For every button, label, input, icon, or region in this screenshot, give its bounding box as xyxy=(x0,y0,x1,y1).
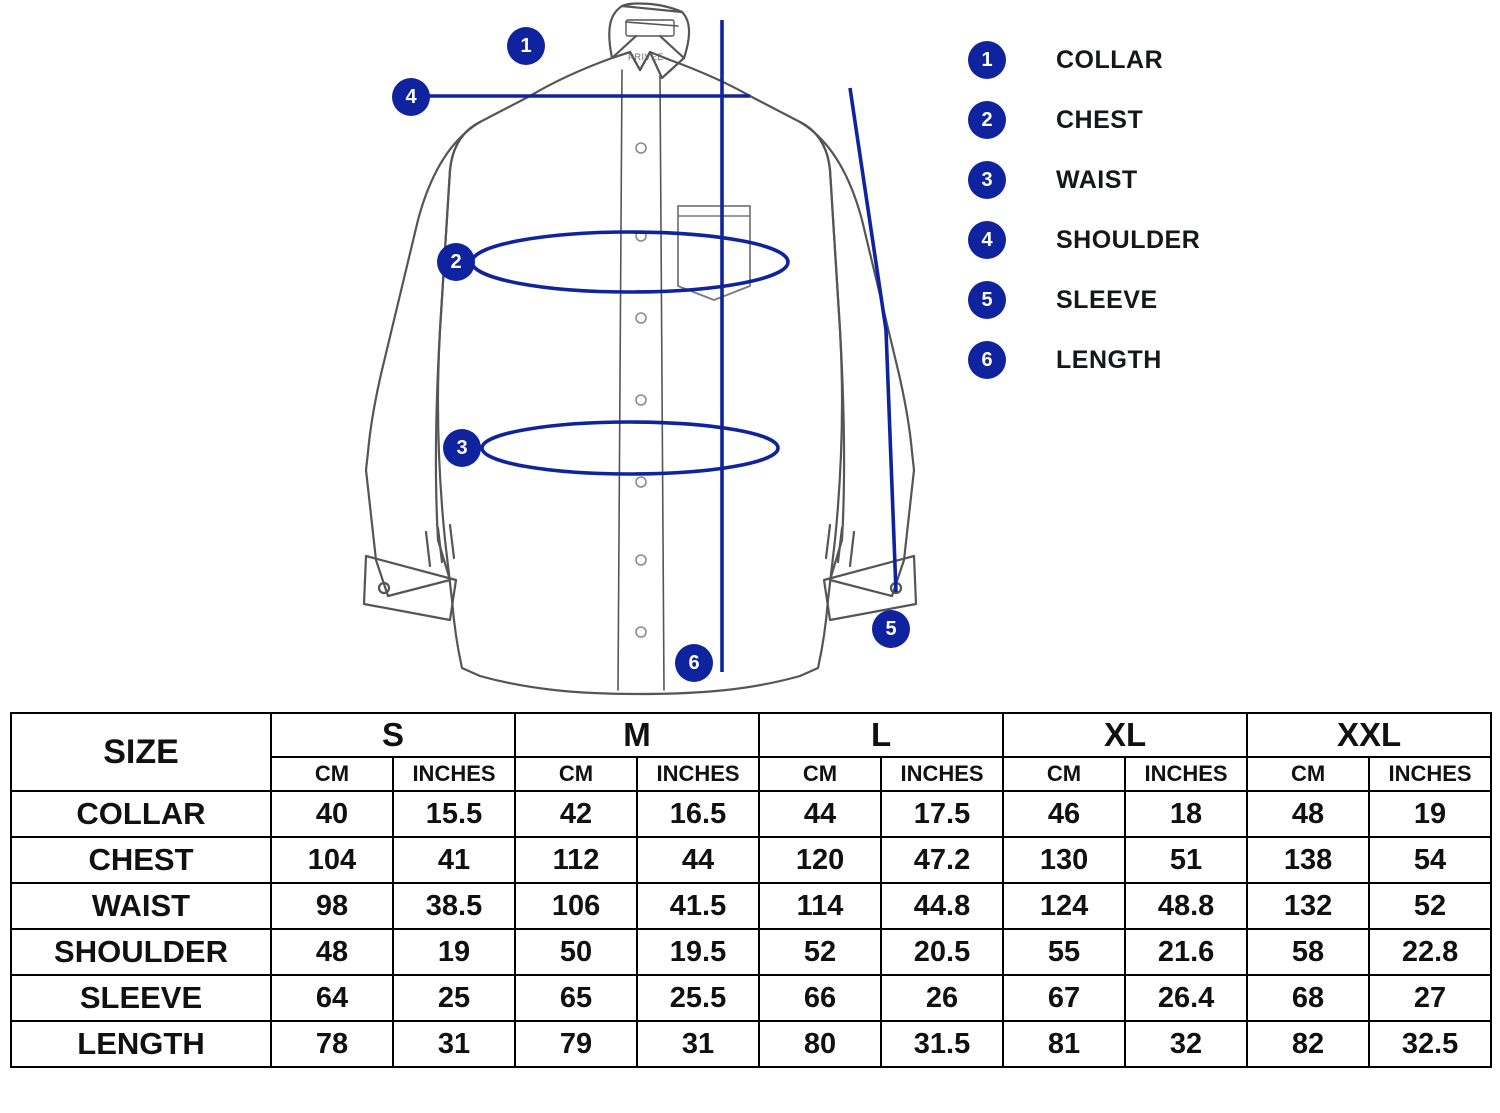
cell-waist-xxl-in: 52 xyxy=(1369,883,1491,929)
cell-length-xxl-cm: 82 xyxy=(1247,1021,1369,1067)
cell-chest-xl-in: 51 xyxy=(1125,837,1247,883)
unit-xxl-cm: CM xyxy=(1247,757,1369,791)
cell-sleeve-xl-cm: 67 xyxy=(1003,975,1125,1021)
cell-shoulder-l-cm: 52 xyxy=(759,929,881,975)
cell-sleeve-l-cm: 66 xyxy=(759,975,881,1021)
cell-chest-l-in: 47.2 xyxy=(881,837,1003,883)
unit-xxl-in: INCHES xyxy=(1369,757,1491,791)
callout-badge-2: 2 xyxy=(437,243,475,281)
cell-shoulder-l-in: 20.5 xyxy=(881,929,1003,975)
cell-collar-m-cm: 42 xyxy=(515,791,637,837)
cell-length-l-in: 31.5 xyxy=(881,1021,1003,1067)
cell-shoulder-m-cm: 50 xyxy=(515,929,637,975)
table-header-sizes xyxy=(11,713,1491,757)
cell-shoulder-xxl-cm: 58 xyxy=(1247,929,1369,975)
cell-waist-xl-in: 48.8 xyxy=(1125,883,1247,929)
row-label-collar: COLLAR xyxy=(11,791,271,837)
cell-waist-m-in: 41.5 xyxy=(637,883,759,929)
legend-label-chest: CHEST xyxy=(1056,105,1144,134)
unit-xl-in: INCHES xyxy=(1125,757,1247,791)
row-label-shoulder: SHOULDER xyxy=(11,929,271,975)
table-size-m: M xyxy=(515,713,759,757)
table-size-xxl: XXL xyxy=(1247,713,1491,757)
legend-item-collar xyxy=(968,30,1288,90)
cell-length-s-in: 31 xyxy=(393,1021,515,1067)
unit-m-in: INCHES xyxy=(637,757,759,791)
cell-waist-xxl-cm: 132 xyxy=(1247,883,1369,929)
cell-chest-xl-cm: 130 xyxy=(1003,837,1125,883)
cell-collar-xxl-in: 19 xyxy=(1369,791,1491,837)
cell-waist-m-cm: 106 xyxy=(515,883,637,929)
cell-length-xl-in: 32 xyxy=(1125,1021,1247,1067)
callout-badge-3: 3 xyxy=(443,429,481,467)
cell-chest-m-in: 44 xyxy=(637,837,759,883)
legend-label-sleeve: SLEEVE xyxy=(1056,285,1158,314)
table-row xyxy=(11,837,1491,883)
legend-badge-2: 2 xyxy=(968,101,1006,139)
cell-waist-s-cm: 98 xyxy=(271,883,393,929)
cell-sleeve-s-in: 25 xyxy=(393,975,515,1021)
legend-label-collar: COLLAR xyxy=(1056,45,1164,74)
cell-sleeve-m-in: 25.5 xyxy=(637,975,759,1021)
cell-length-m-in: 31 xyxy=(637,1021,759,1067)
legend-label-waist: WAIST xyxy=(1056,165,1138,194)
table-row xyxy=(11,975,1491,1021)
cell-waist-xl-cm: 124 xyxy=(1003,883,1125,929)
cell-length-m-cm: 79 xyxy=(515,1021,637,1067)
cell-length-l-cm: 80 xyxy=(759,1021,881,1067)
cell-length-xl-cm: 81 xyxy=(1003,1021,1125,1067)
unit-s-in: INCHES xyxy=(393,757,515,791)
table-row xyxy=(11,883,1491,929)
legend-item-shoulder xyxy=(968,210,1288,270)
cell-chest-s-in: 41 xyxy=(393,837,515,883)
cell-shoulder-xl-in: 21.6 xyxy=(1125,929,1247,975)
legend-item-waist xyxy=(968,150,1288,210)
cell-collar-xl-in: 18 xyxy=(1125,791,1247,837)
cell-sleeve-l-in: 26 xyxy=(881,975,1003,1021)
cell-shoulder-s-in: 19 xyxy=(393,929,515,975)
cell-collar-l-cm: 44 xyxy=(759,791,881,837)
legend-badge-5: 5 xyxy=(968,281,1006,319)
table-row xyxy=(11,929,1491,975)
cell-chest-s-cm: 104 xyxy=(271,837,393,883)
cell-length-s-cm: 78 xyxy=(271,1021,393,1067)
cell-chest-l-cm: 120 xyxy=(759,837,881,883)
cell-length-xxl-in: 32.5 xyxy=(1369,1021,1491,1067)
legend-badge-3: 3 xyxy=(968,161,1006,199)
cell-sleeve-m-cm: 65 xyxy=(515,975,637,1021)
legend-badge-1: 1 xyxy=(968,41,1006,79)
callout-badge-6: 6 xyxy=(675,644,713,682)
cell-collar-m-in: 16.5 xyxy=(637,791,759,837)
unit-xl-cm: CM xyxy=(1003,757,1125,791)
legend-badge-6: 6 xyxy=(968,341,1006,379)
table-row xyxy=(11,1021,1491,1067)
cell-collar-s-in: 15.5 xyxy=(393,791,515,837)
row-label-waist: WAIST xyxy=(11,883,271,929)
cell-shoulder-m-in: 19.5 xyxy=(637,929,759,975)
legend xyxy=(968,30,1288,390)
cell-chest-m-cm: 112 xyxy=(515,837,637,883)
cell-chest-xxl-cm: 138 xyxy=(1247,837,1369,883)
callout-badge-1: 1 xyxy=(507,27,545,65)
legend-label-shoulder: SHOULDER xyxy=(1056,225,1201,254)
callout-badge-4: 4 xyxy=(392,78,430,116)
unit-l-cm: CM xyxy=(759,757,881,791)
cell-collar-l-in: 17.5 xyxy=(881,791,1003,837)
table-row xyxy=(11,791,1491,837)
cell-shoulder-s-cm: 48 xyxy=(271,929,393,975)
cell-collar-xxl-cm: 48 xyxy=(1247,791,1369,837)
cell-collar-xl-cm: 46 xyxy=(1003,791,1125,837)
legend-item-sleeve xyxy=(968,270,1288,330)
cell-collar-s-cm: 40 xyxy=(271,791,393,837)
callout-badge-5: 5 xyxy=(872,610,910,648)
cell-waist-l-in: 44.8 xyxy=(881,883,1003,929)
unit-s-cm: CM xyxy=(271,757,393,791)
table-size-xl: XL xyxy=(1003,713,1247,757)
size-table xyxy=(10,712,1492,1068)
legend-badge-4: 4 xyxy=(968,221,1006,259)
cell-sleeve-xl-in: 26.4 xyxy=(1125,975,1247,1021)
cell-shoulder-xxl-in: 22.8 xyxy=(1369,929,1491,975)
row-label-sleeve: SLEEVE xyxy=(11,975,271,1021)
cell-shoulder-xl-cm: 55 xyxy=(1003,929,1125,975)
cell-waist-s-in: 38.5 xyxy=(393,883,515,929)
legend-label-length: LENGTH xyxy=(1056,345,1162,374)
table-size-s: S xyxy=(271,713,515,757)
brand-label: PRIVEE xyxy=(628,52,665,62)
legend-item-chest xyxy=(968,90,1288,150)
table-corner-label: SIZE xyxy=(11,713,271,791)
row-label-length: LENGTH xyxy=(11,1021,271,1067)
row-label-chest: CHEST xyxy=(11,837,271,883)
cell-chest-xxl-in: 54 xyxy=(1369,837,1491,883)
cell-sleeve-s-cm: 64 xyxy=(271,975,393,1021)
cell-sleeve-xxl-in: 27 xyxy=(1369,975,1491,1021)
table-size-l: L xyxy=(759,713,1003,757)
unit-m-cm: CM xyxy=(515,757,637,791)
unit-l-in: INCHES xyxy=(881,757,1003,791)
cell-sleeve-xxl-cm: 68 xyxy=(1247,975,1369,1021)
legend-item-length xyxy=(968,330,1288,390)
cell-waist-l-cm: 114 xyxy=(759,883,881,929)
